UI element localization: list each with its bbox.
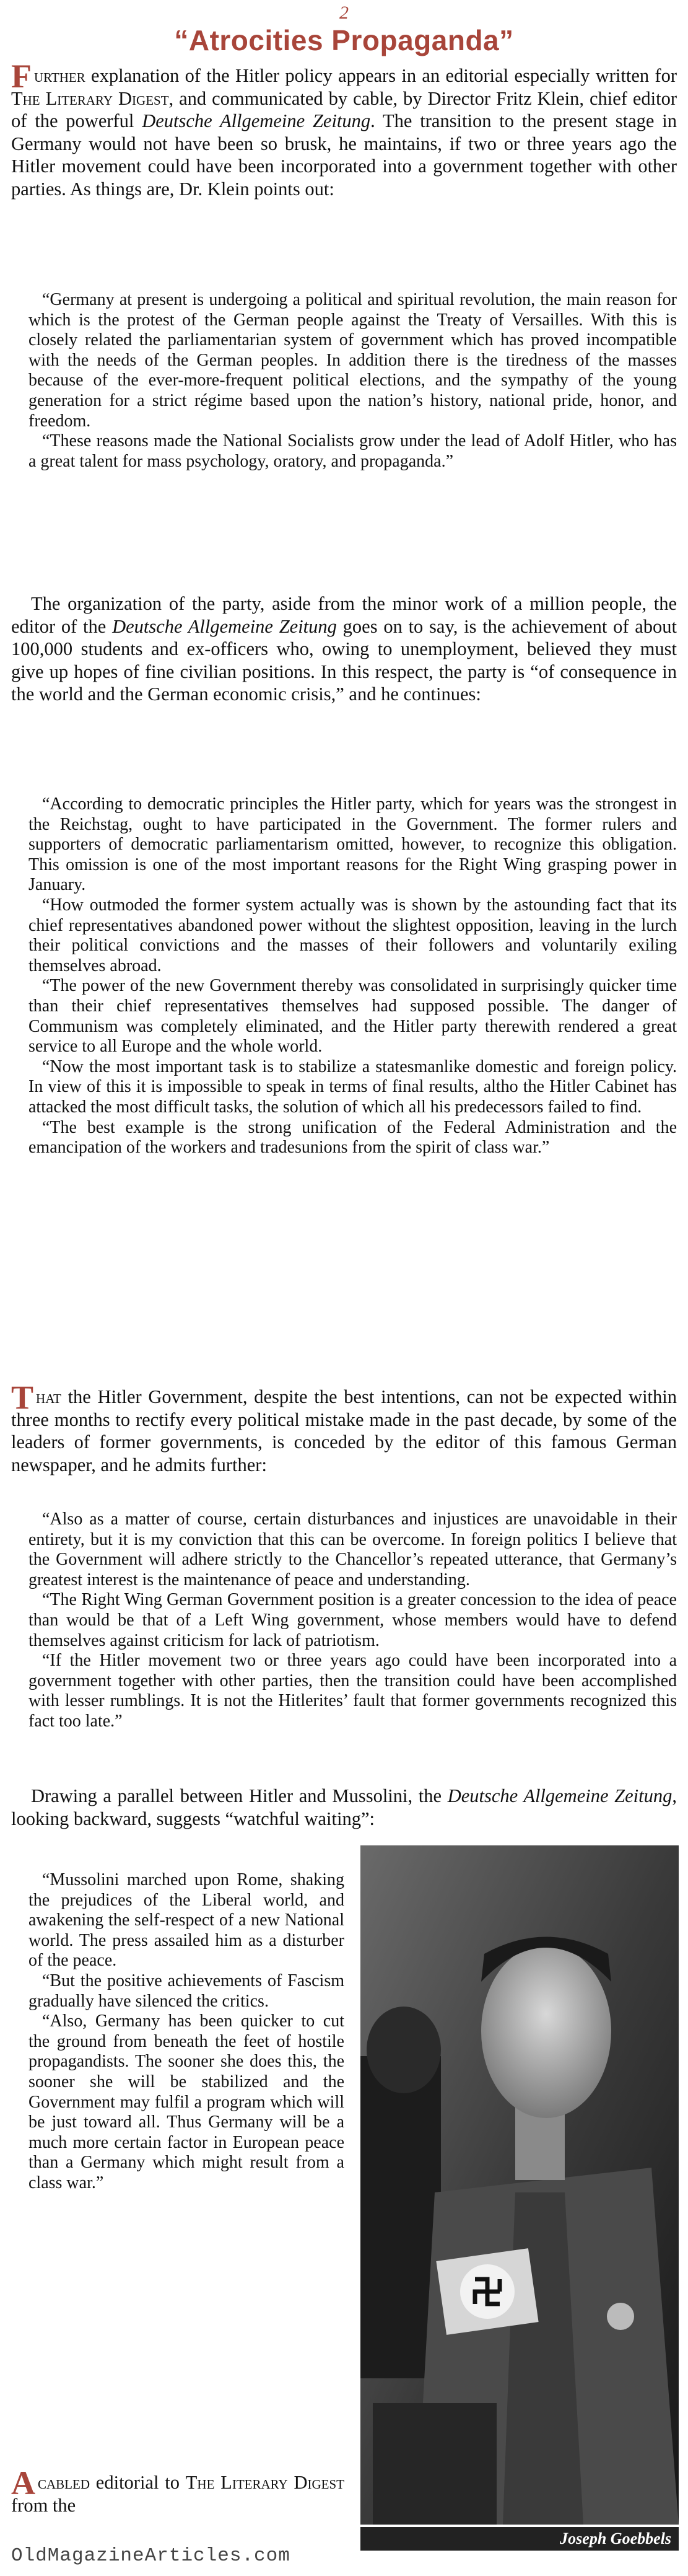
quote-paragraph: “Also, Germany has been quicker to cut the ground from beneath the feet of hostile propagandists. The sooner she does this, the sooner she will be stabilized and the Government may fulfil a program which will be just toward all. Thus Germany will be a much more certain factor in European peace than a Germany which might result from a class war.”: [28, 2011, 344, 2192]
quote-block-3: [28, 1510, 677, 1732]
goebbels-portrait-image: [360, 1845, 679, 2525]
quote-paragraph: “How outmoded the former system actually was is shown by the astounding fact that its chief representatives abandoned power without the slightest opposition, leaving in the lurch their political convictions and the masses of their followers and voluntarily exiling themselves abroad.: [28, 895, 677, 975]
quote-block-2: [28, 794, 677, 1158]
page-number: 2: [339, 2, 349, 23]
article-title: “Atrocities Propaganda”: [174, 24, 514, 56]
quote-paragraph: “Germany at present is undergoing a political and spiritual revolution, the main reason for which is the protest of the German people against the Treaty of Versailles. With this is closely related the parliamentarian system of government which has proved incompatible with the needs of the German peoples. In addition there is the tiredness of the masses because of the ever-more-frequent political elections, and the sympathy of the young generation for a strict régime based upon the nation’s history, national pride, honor, and freedom.: [28, 290, 677, 431]
section-2-paragraph: That the Hitler Government, despite the best intentions, can not be expected within three months to rectify every political mistake made in the past decade, by some of the leaders of former governments, is conceded by the editor of this famous German newspaper, and he admits further:: [11, 1379, 677, 1475]
dropcap: A: [11, 2464, 35, 2502]
quote-paragraph: “Also as a matter of course, certain disturbances and injustices are unavoidable in their entirety, but it is my conviction that this can be overcome. In foreign politics I believe that the Government will adhere strictly to the Chancellor’s repeated utterance, that Germany’s greatest interest is the maintenance of peace and understanding.: [28, 1510, 677, 1589]
quote-paragraph: “The best example is the strong unification of the Federal Administration and the emancipation of the workers and tradesunions from the spirit of class war.”: [28, 1117, 677, 1158]
body-paragraph-2: The organization of the party, aside from the minor work of a million people, the editor of the Deutsche Allgemeine Zeitung goes on to say, is the achievement of about 100,000 students and ex-officers who, owing to unemployment, believed they must give up hopes of fine civilian positions. In this respect, the party is “of consequence in the world and the German economic crisis,” and he continues:: [11, 593, 677, 705]
body-paragraph-3: Drawing a parallel between Hitler and Mussolini, the Deutsche Allgemeine Zeitung, looking backward, suggests “watchful waiting”:: [11, 1785, 677, 1829]
portrait-photo: [360, 1845, 679, 2525]
quote-paragraph: “According to democratic principles the Hitler party, which for years was the strongest in the Reichstag, ought to have participated in the Government. The former rulers and supporters of democratic parliamentarism omitted, however, to recognize this obligation. This omission is one of the most important reasons for the Right Wing grasping power in January.: [28, 794, 677, 895]
site-watermark: OldMagazineArticles.com: [11, 2545, 290, 2567]
quote-paragraph: “If the Hitler movement two or three years ago could have been incorporated into a government together with other parties, then the transition could have been accomplished with lesser rumblings. It is not the Hitlerites’ fault that former governments recognized this fact too late.”: [28, 1651, 677, 1731]
quote-block-4: [28, 1870, 344, 2194]
quote-block-1: [28, 290, 677, 472]
quote-paragraph: “Mussolini marched upon Rome, shaking the prejudices of the Liberal world, and awakening the self-respect of a new National world. The press assailed him as a disturber of the peace.: [28, 1870, 344, 1971]
quote-paragraph: “Now the most important task is to stabilize a statesmanlike domestic and foreign policy. In view of this it is impossible to speak in terms of final results, altho the Hitler Cabinet has attacked the most difficult tasks, the solution of which all his predecessors failed to find.: [28, 1057, 677, 1117]
quote-paragraph: “The power of the new Government thereby was consolidated in surprisingly quicker time than their chief representatives themselves had supposed possible. The danger of Communism was completely eliminated, and the Hitler party therewith rendered a great service to all Europe and the whole world.: [28, 976, 677, 1057]
quote-paragraph: “The Right Wing German Government position is a greater concession to the idea of peace than would be that of a Left Wing government, whose members would have to defend themselves against criticism for lack of patriotism.: [28, 1590, 677, 1650]
dropcap: T: [11, 1379, 34, 1416]
intro-paragraph: Further explanation of the Hitler policy appears in an editorial especially written for The Literary Digest, and communicated by cable, by Director Fritz Klein, chief editor of the powerful Deutsche Allgemeine Zeitung. The transition to the present stage in Germany would not have been so brusk, he maintains, if two or three years ago the Hitler movement could have been incorporated into a government together with other parties. As things are, Dr. Klein points out:: [11, 58, 677, 200]
section-3-paragraph: Acabled editorial to The Literary Digest from the: [11, 2464, 345, 2516]
quote-paragraph: “But the positive achievements of Fascism gradually have silenced the critics.: [28, 1971, 344, 2011]
photo-caption: Joseph Goebbels: [360, 2527, 679, 2551]
quote-paragraph: “These reasons made the National Socialists grow under the lead of Adolf Hitler, who has a great talent for mass psychology, oratory, and propaganda.”: [28, 431, 677, 471]
dropcap: F: [11, 58, 32, 95]
